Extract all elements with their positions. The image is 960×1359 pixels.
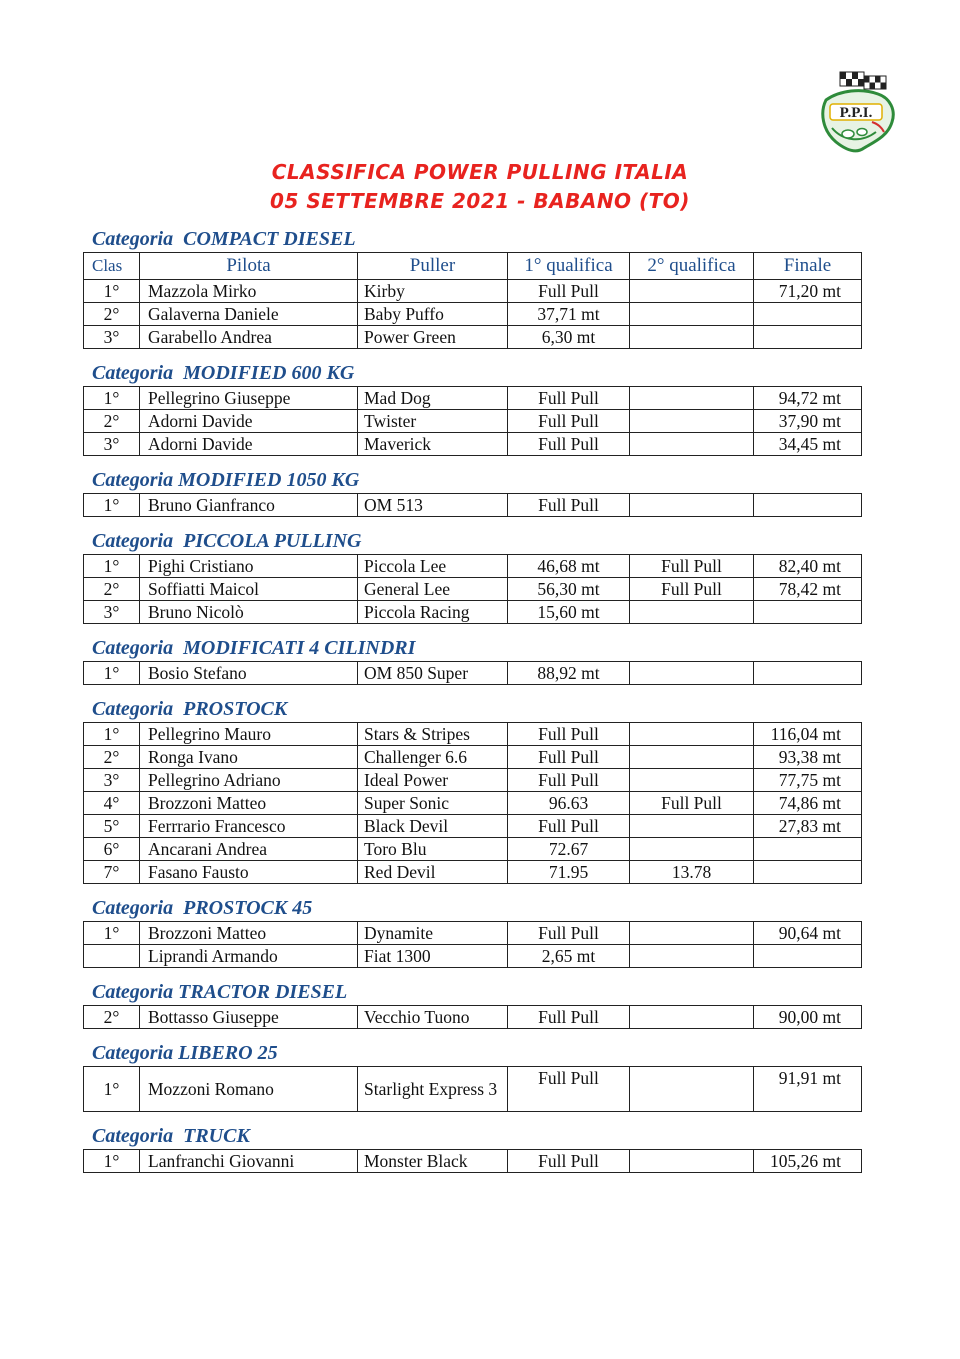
table-cell: 74,86 mt bbox=[754, 792, 862, 815]
column-header: 2° qualifica bbox=[630, 253, 754, 280]
table-cell: 72.67 bbox=[508, 838, 630, 861]
table-cell: Ideal Power bbox=[358, 769, 508, 792]
table-cell: Full Pull bbox=[630, 555, 754, 578]
table-cell bbox=[630, 433, 754, 456]
table-cell: 2° bbox=[84, 303, 140, 326]
table-cell: 2° bbox=[84, 746, 140, 769]
table-row bbox=[84, 838, 862, 861]
table-cell: 71,20 mt bbox=[754, 280, 862, 303]
table-row bbox=[84, 792, 862, 815]
table-row bbox=[84, 723, 862, 746]
table-cell: Dynamite bbox=[358, 922, 508, 945]
table-cell: Pellegrino Giuseppe bbox=[140, 387, 358, 410]
table-cell: 27,83 mt bbox=[754, 815, 862, 838]
table-cell: Twister bbox=[358, 410, 508, 433]
table-cell: Challenger 6.6 bbox=[358, 746, 508, 769]
table-cell bbox=[754, 861, 862, 884]
table-cell: Full Pull bbox=[508, 410, 630, 433]
table-cell: Bruno Nicolò bbox=[140, 601, 358, 624]
column-header: Pilota bbox=[140, 253, 358, 280]
table-cell: 94,72 mt bbox=[754, 387, 862, 410]
table-cell: Pighi Cristiano bbox=[140, 555, 358, 578]
results-table bbox=[83, 554, 862, 624]
table-cell: Full Pull bbox=[508, 1006, 630, 1029]
table-cell: Vecchio Tuono bbox=[358, 1006, 508, 1029]
table-row bbox=[84, 861, 862, 884]
table-cell: Black Devil bbox=[358, 815, 508, 838]
table-cell bbox=[630, 1006, 754, 1029]
table-cell: 71.95 bbox=[508, 861, 630, 884]
table-cell: 15,60 mt bbox=[508, 601, 630, 624]
category-title: Categoria PROSTOCK 45 bbox=[92, 897, 313, 919]
column-header: Puller bbox=[358, 253, 508, 280]
table-cell bbox=[84, 945, 140, 968]
table-cell: 1° bbox=[84, 1067, 140, 1112]
results-table bbox=[83, 252, 862, 349]
table-cell: 13.78 bbox=[630, 861, 754, 884]
table-cell: Kirby bbox=[358, 280, 508, 303]
table-cell bbox=[630, 303, 754, 326]
table-row bbox=[84, 578, 862, 601]
table-cell bbox=[630, 494, 754, 517]
table-cell: 56,30 mt bbox=[508, 578, 630, 601]
table-cell bbox=[630, 662, 754, 685]
table-cell: Full Pull bbox=[508, 494, 630, 517]
table-row bbox=[84, 494, 862, 517]
table-cell: Full Pull bbox=[508, 723, 630, 746]
table-cell: Full Pull bbox=[508, 1150, 630, 1173]
table-cell: 96.63 bbox=[508, 792, 630, 815]
results-table bbox=[83, 1066, 862, 1112]
table-cell bbox=[630, 326, 754, 349]
table-cell bbox=[754, 494, 862, 517]
table-cell bbox=[630, 1067, 754, 1112]
table-cell bbox=[630, 945, 754, 968]
table-cell: Stars & Stripes bbox=[358, 723, 508, 746]
table-cell: 4° bbox=[84, 792, 140, 815]
table-cell: Liprandi Armando bbox=[140, 945, 358, 968]
table-cell: 1° bbox=[84, 723, 140, 746]
table-cell: 6° bbox=[84, 838, 140, 861]
table-cell: Garabello Andrea bbox=[140, 326, 358, 349]
table-cell: Full Pull bbox=[508, 922, 630, 945]
table-cell bbox=[630, 746, 754, 769]
table-cell: Bosio Stefano bbox=[140, 662, 358, 685]
table-cell: 1° bbox=[84, 280, 140, 303]
column-header: 1° qualifica bbox=[508, 253, 630, 280]
table-cell: 1° bbox=[84, 662, 140, 685]
category-title: Categoria MODIFIED 600 KG bbox=[92, 362, 355, 384]
ppi-logo-icon bbox=[812, 70, 898, 156]
table-cell bbox=[754, 303, 862, 326]
table-cell: Galaverna Daniele bbox=[140, 303, 358, 326]
table-cell: Ronga Ivano bbox=[140, 746, 358, 769]
table-cell bbox=[630, 815, 754, 838]
table-cell bbox=[630, 723, 754, 746]
table-cell: 1° bbox=[84, 1150, 140, 1173]
category-title: Categoria PROSTOCK bbox=[92, 698, 288, 720]
table-cell: 91,91 mt bbox=[754, 1067, 862, 1112]
table-row bbox=[84, 410, 862, 433]
table-cell bbox=[754, 662, 862, 685]
table-cell bbox=[630, 601, 754, 624]
table-row bbox=[84, 815, 862, 838]
table-cell bbox=[630, 280, 754, 303]
table-row bbox=[84, 387, 862, 410]
table-cell: Full Pull bbox=[508, 815, 630, 838]
page-subtitle: 05 SETTEMBRE 2021 - BABANO (TO) bbox=[270, 189, 690, 213]
table-cell bbox=[630, 1150, 754, 1173]
table-cell: Bottasso Giuseppe bbox=[140, 1006, 358, 1029]
results-table bbox=[83, 1005, 862, 1029]
table-cell: Ferrrario Francesco bbox=[140, 815, 358, 838]
table-cell: 5° bbox=[84, 815, 140, 838]
category-title: Categoria COMPACT DIESEL bbox=[92, 228, 356, 250]
table-row bbox=[84, 555, 862, 578]
table-cell: Brozzoni Matteo bbox=[140, 792, 358, 815]
table-cell: Mad Dog bbox=[358, 387, 508, 410]
table-cell: General Lee bbox=[358, 578, 508, 601]
table-cell: Soffiatti Maicol bbox=[140, 578, 358, 601]
table-cell: Starlight Express 3 bbox=[358, 1067, 508, 1112]
table-cell: 1° bbox=[84, 922, 140, 945]
table-cell: 6,30 mt bbox=[508, 326, 630, 349]
table-cell: Piccola Lee bbox=[358, 555, 508, 578]
table-cell: Mazzola Mirko bbox=[140, 280, 358, 303]
table-row bbox=[84, 1006, 862, 1029]
table-row bbox=[84, 769, 862, 792]
table-cell: Maverick bbox=[358, 433, 508, 456]
table-cell: Brozzoni Matteo bbox=[140, 922, 358, 945]
table-row bbox=[84, 433, 862, 456]
results-table bbox=[83, 921, 862, 968]
category-title: Categoria PICCOLA PULLING bbox=[92, 530, 362, 552]
table-cell: 2° bbox=[84, 410, 140, 433]
table-cell: Full Pull bbox=[508, 746, 630, 769]
table-cell: Power Green bbox=[358, 326, 508, 349]
table-cell: OM 850 Super bbox=[358, 662, 508, 685]
table-cell: 3° bbox=[84, 601, 140, 624]
table-cell: 3° bbox=[84, 433, 140, 456]
table-cell: 78,42 mt bbox=[754, 578, 862, 601]
table-cell: 1° bbox=[84, 555, 140, 578]
table-cell bbox=[754, 945, 862, 968]
table-cell: Bruno Gianfranco bbox=[140, 494, 358, 517]
table-cell: Mozzoni Romano bbox=[140, 1067, 358, 1112]
table-cell bbox=[630, 922, 754, 945]
table-cell: 46,68 mt bbox=[508, 555, 630, 578]
results-table bbox=[83, 661, 862, 685]
table-row bbox=[84, 922, 862, 945]
table-cell: Pellegrino Mauro bbox=[140, 723, 358, 746]
table-cell bbox=[630, 387, 754, 410]
category-title: Categoria TRACTOR DIESEL bbox=[92, 981, 348, 1003]
table-row bbox=[84, 662, 862, 685]
table-cell: 2° bbox=[84, 578, 140, 601]
table-cell: Red Devil bbox=[358, 861, 508, 884]
table-cell: Full Pull bbox=[508, 769, 630, 792]
table-cell: Full Pull bbox=[508, 1067, 630, 1112]
category-title: Categoria MODIFIED 1050 KG bbox=[92, 469, 360, 491]
table-cell: 1° bbox=[84, 387, 140, 410]
table-cell: 2,65 mt bbox=[508, 945, 630, 968]
table-cell: 7° bbox=[84, 861, 140, 884]
svg-text:P.P.I.: P.P.I. bbox=[839, 105, 873, 121]
table-cell: Full Pull bbox=[630, 578, 754, 601]
table-cell: OM 513 bbox=[358, 494, 508, 517]
table-row bbox=[84, 280, 862, 303]
results-table bbox=[83, 1149, 862, 1173]
table-cell: 34,45 mt bbox=[754, 433, 862, 456]
table-cell: Monster Black bbox=[358, 1150, 508, 1173]
category-title: Categoria LIBERO 25 bbox=[92, 1042, 278, 1064]
table-cell: Full Pull bbox=[508, 280, 630, 303]
table-row bbox=[84, 601, 862, 624]
table-cell: 82,40 mt bbox=[754, 555, 862, 578]
table-cell: 3° bbox=[84, 769, 140, 792]
table-cell: Fasano Fausto bbox=[140, 861, 358, 884]
results-sections bbox=[83, 226, 861, 1173]
table-cell: 3° bbox=[84, 326, 140, 349]
table-cell bbox=[630, 838, 754, 861]
table-cell: 90,00 mt bbox=[754, 1006, 862, 1029]
table-cell: 37,90 mt bbox=[754, 410, 862, 433]
table-cell: 93,38 mt bbox=[754, 746, 862, 769]
table-row bbox=[84, 945, 862, 968]
table-cell: Adorni Davide bbox=[140, 433, 358, 456]
column-header: Finale bbox=[754, 253, 862, 280]
table-cell: Super Sonic bbox=[358, 792, 508, 815]
results-table bbox=[83, 386, 862, 456]
table-row bbox=[84, 746, 862, 769]
table-header-row bbox=[84, 253, 862, 280]
table-cell: 2° bbox=[84, 1006, 140, 1029]
table-cell: Fiat 1300 bbox=[358, 945, 508, 968]
table-cell: Piccola Racing bbox=[358, 601, 508, 624]
table-cell bbox=[754, 601, 862, 624]
table-cell: Full Pull bbox=[508, 387, 630, 410]
table-cell: Full Pull bbox=[630, 792, 754, 815]
table-cell: 116,04 mt bbox=[754, 723, 862, 746]
table-cell bbox=[630, 769, 754, 792]
category-title: Categoria TRUCK bbox=[92, 1125, 250, 1147]
results-table bbox=[83, 722, 862, 884]
results-table bbox=[83, 493, 862, 517]
table-cell bbox=[754, 838, 862, 861]
page-title: CLASSIFICA POWER PULLING ITALIA bbox=[271, 160, 689, 184]
table-cell: 1° bbox=[84, 494, 140, 517]
table-row bbox=[84, 1150, 862, 1173]
table-cell: 88,92 mt bbox=[508, 662, 630, 685]
table-row bbox=[84, 326, 862, 349]
table-cell: Ancarani Andrea bbox=[140, 838, 358, 861]
table-row bbox=[84, 303, 862, 326]
table-cell bbox=[630, 410, 754, 433]
table-cell: Toro Blu bbox=[358, 838, 508, 861]
table-cell: 77,75 mt bbox=[754, 769, 862, 792]
column-header: Clas bbox=[84, 253, 140, 280]
table-cell: 90,64 mt bbox=[754, 922, 862, 945]
table-cell: 105,26 mt bbox=[754, 1150, 862, 1173]
table-row bbox=[84, 1067, 862, 1112]
table-cell: Baby Puffo bbox=[358, 303, 508, 326]
table-cell: Lanfranchi Giovanni bbox=[140, 1150, 358, 1173]
category-title: Categoria MODIFICATI 4 CILINDRI bbox=[92, 637, 416, 659]
table-cell bbox=[754, 326, 862, 349]
table-cell: Pellegrino Adriano bbox=[140, 769, 358, 792]
table-cell: Adorni Davide bbox=[140, 410, 358, 433]
table-cell: Full Pull bbox=[508, 433, 630, 456]
table-cell: 37,71 mt bbox=[508, 303, 630, 326]
